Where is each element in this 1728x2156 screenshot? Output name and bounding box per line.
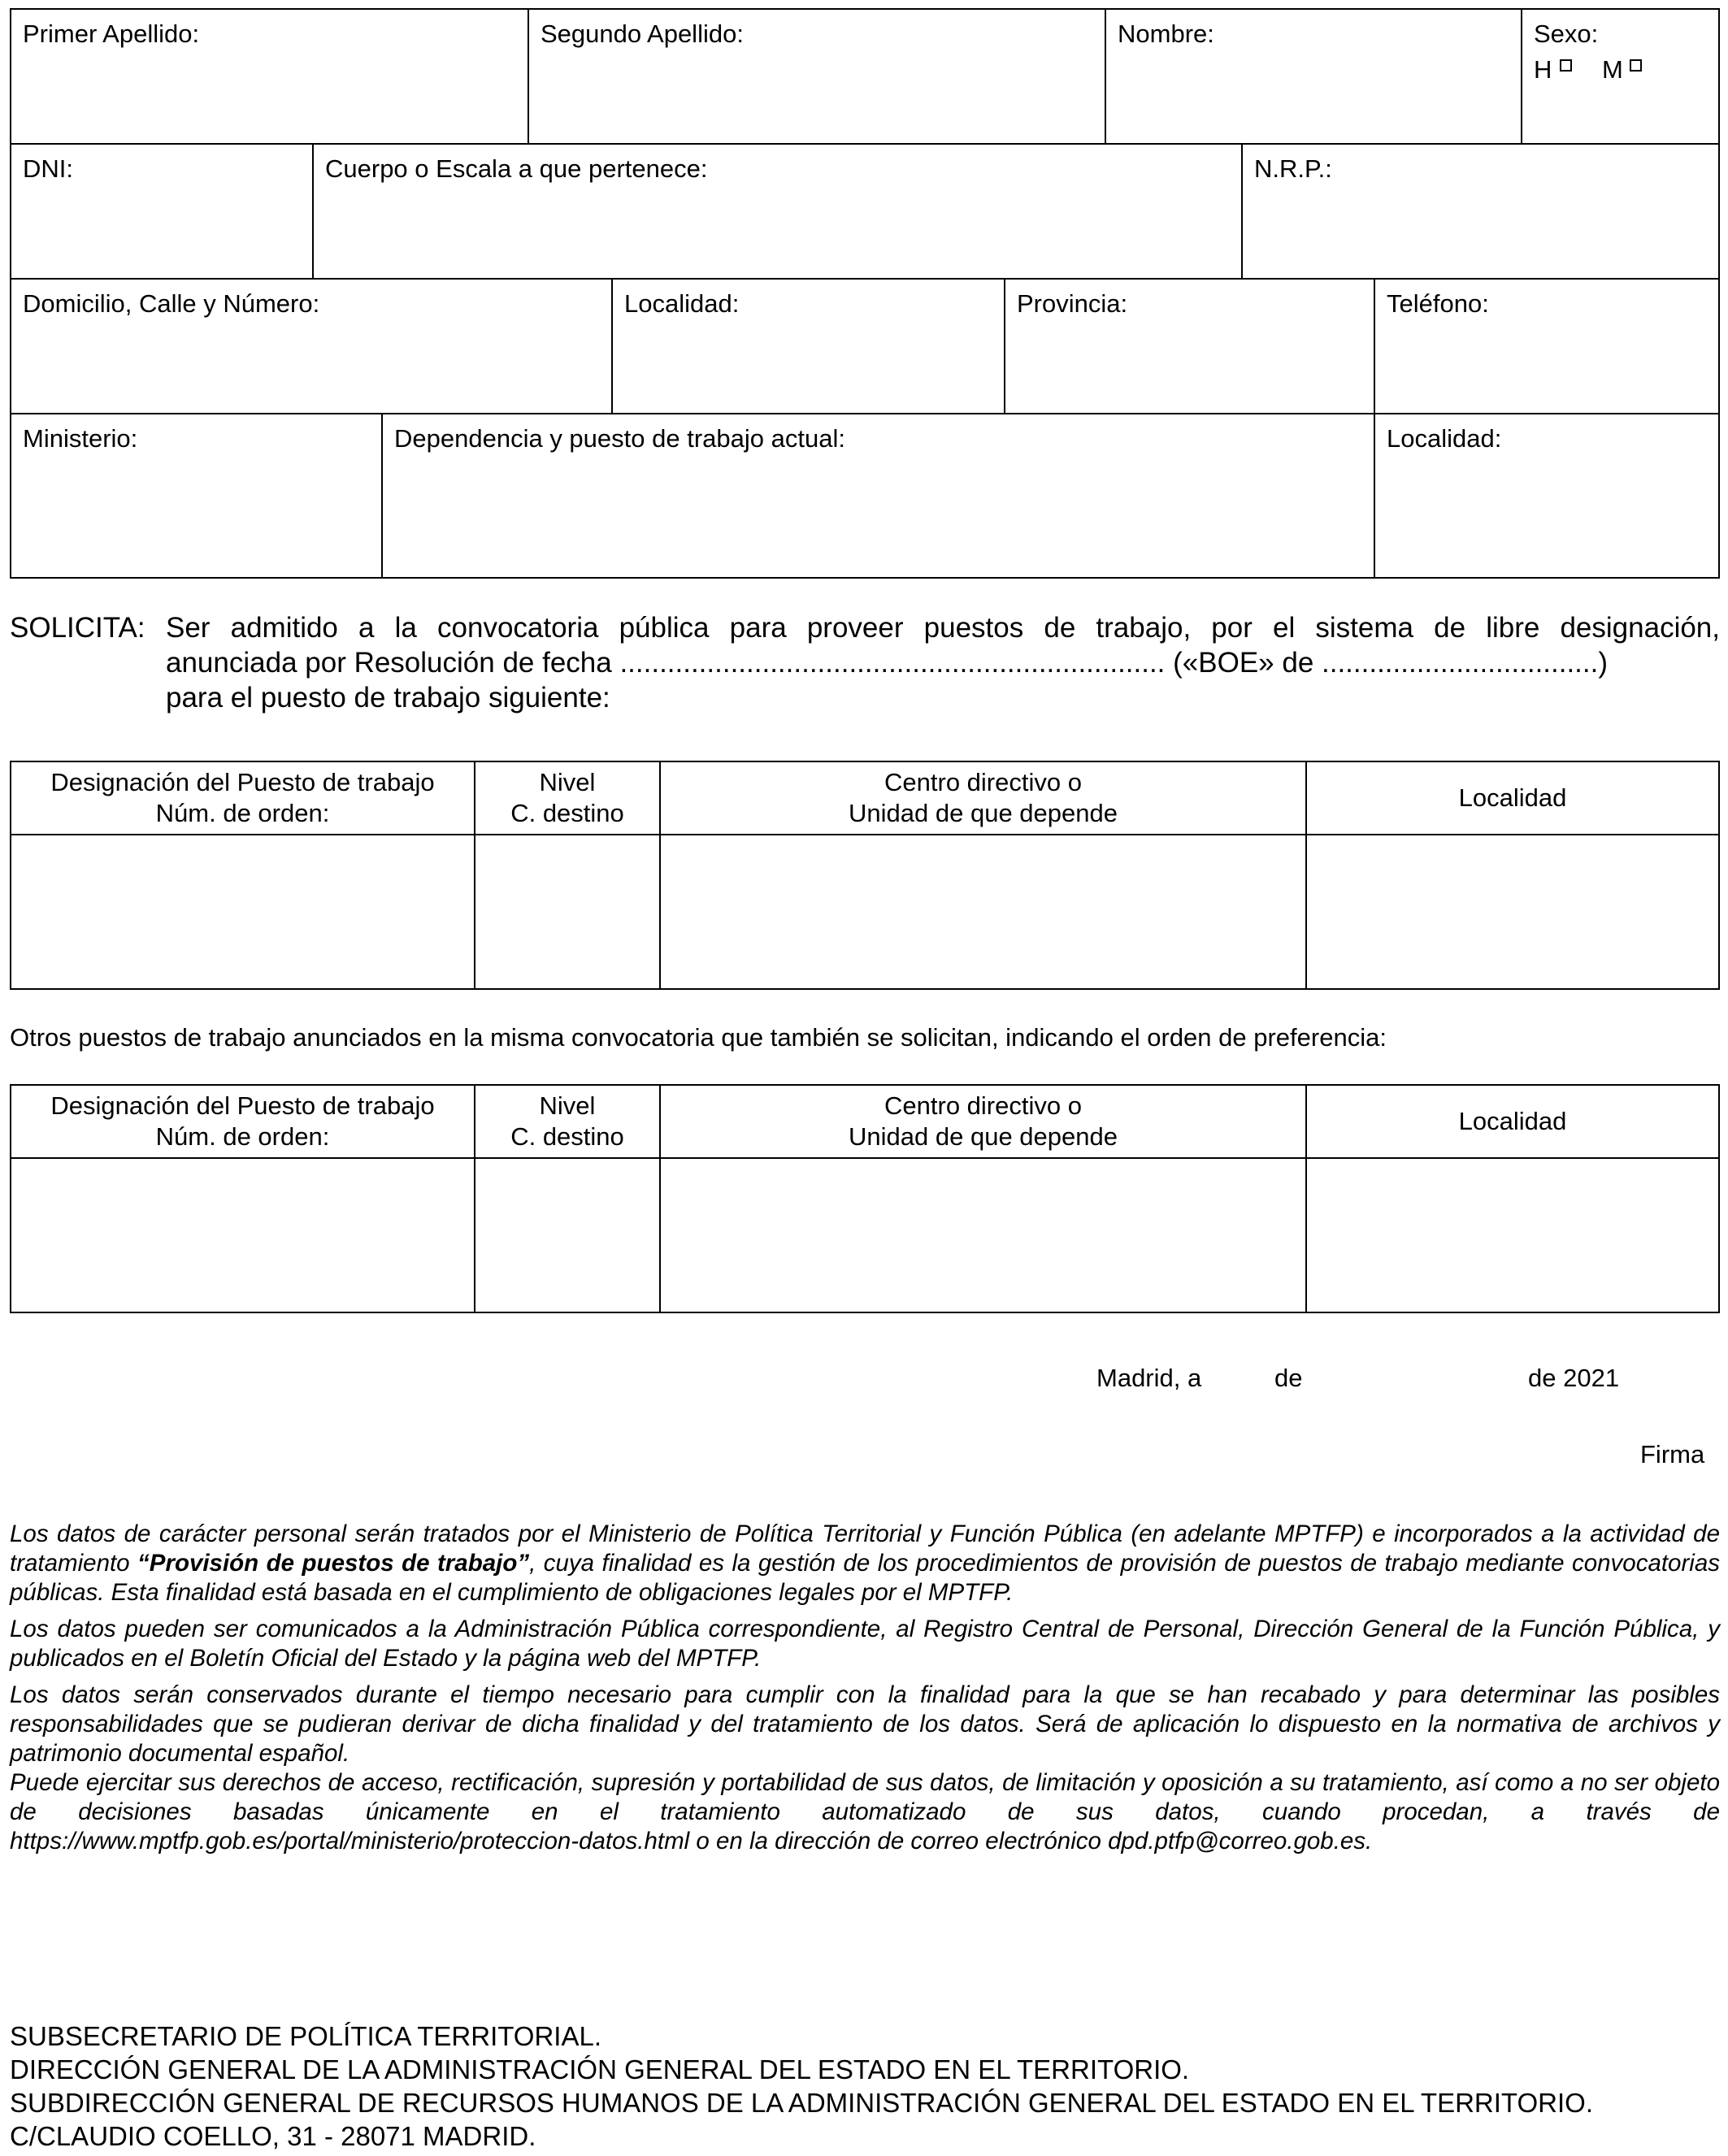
domicilio-field[interactable] [11, 280, 611, 414]
footer-line-2: DIRECCIÓN GENERAL DE LA ADMINISTRACIÓN GENERAL DEL ESTADO EN EL TERRITORIO. [10, 2054, 1190, 2084]
header-centro-line-2: Unidad de que depende [849, 1122, 1118, 1151]
centro-cell[interactable] [659, 834, 1305, 988]
dni-label: DNI: [23, 154, 73, 183]
solicita-line-3: para el puesto de trabajo siguiente: [166, 682, 610, 714]
privacy-paragraph-2: Los datos pueden ser comunicados a la Administración Pública correspondiente, al Registro Central de Personal, Dirección General de la Función Pública, y publicados en el Boletín Oficial del Estado y la página web del MPTFP. [10, 1616, 1720, 1672]
sexo-h-checkbox[interactable] [1560, 59, 1572, 72]
designacion-cell[interactable] [11, 834, 474, 988]
provincia-field[interactable] [1004, 280, 1374, 414]
header-designacion-line-1: Designación del Puesto de trabajo [50, 768, 435, 796]
privacy-p1-text-a: Los datos de carácter personal serán tratados por el Ministerio de Política Territorial y Función Pública (en adelante MPTFP) e incorporados a la actividad de tratamiento [10, 1520, 1720, 1577]
header-designacion [11, 1086, 474, 1157]
centro-cell[interactable] [659, 1157, 1305, 1312]
header-localidad [1305, 1086, 1718, 1157]
ministerio-field[interactable] [11, 414, 381, 577]
header-localidad-label: Localidad [1458, 783, 1567, 812]
otros-puestos-table-row [11, 1157, 1718, 1312]
telefono-field[interactable] [1374, 280, 1718, 414]
header-nivel [474, 762, 659, 834]
header-localidad [1305, 762, 1718, 834]
nrp-label: N.R.P.: [1254, 154, 1332, 183]
provincia-label: Provincia: [1017, 289, 1128, 318]
header-centro-line-2: Unidad de que depende [849, 799, 1118, 827]
sexo-h-label: H [1534, 54, 1552, 84]
cuerpo-label: Cuerpo o Escala a que pertenece: [325, 154, 708, 183]
puesto-table [10, 761, 1720, 990]
address-footer [10, 2019, 1593, 2153]
sexo-m-checkbox[interactable] [1630, 59, 1642, 72]
otros-puestos-table-header [11, 1086, 1718, 1159]
nombre-label: Nombre: [1118, 20, 1214, 48]
header-centro [659, 762, 1305, 834]
header-nivel [474, 1086, 659, 1157]
privacy-paragraph-1 [10, 1520, 1720, 1607]
primer-apellido-label: Primer Apellido: [23, 20, 200, 48]
form-row-address [11, 278, 1718, 414]
footer-line-1: SUBSECRETARIO DE POLÍTICA TERRITORIAL. [10, 2021, 601, 2051]
localidad-cell[interactable] [1305, 834, 1718, 988]
footer-line-4: C/CLAUDIO COELLO, 31 - 28071 MADRID. [10, 2121, 536, 2151]
segundo-apellido-field[interactable] [528, 10, 1105, 143]
header-designacion-line-2: Núm. de orden: [155, 799, 330, 827]
telefono-label: Teléfono: [1387, 289, 1489, 318]
otros-puestos-table [10, 1084, 1720, 1313]
nrp-field[interactable] [1241, 145, 1718, 280]
fecha-madrid: Madrid, a [1096, 1364, 1202, 1392]
firma-label: Firma [1640, 1440, 1705, 1468]
nivel-cell[interactable] [474, 834, 659, 988]
localidad-actual-field[interactable] [1374, 414, 1718, 577]
sexo-label: Sexo: [1534, 20, 1599, 48]
localidad-label: Localidad: [624, 289, 740, 318]
cuerpo-field[interactable] [312, 145, 1241, 280]
header-nivel-line-1: Nivel [539, 1091, 596, 1120]
fecha-de: de [1274, 1364, 1303, 1392]
sexo-field [1521, 10, 1718, 143]
header-centro-line-1: Centro directivo o [884, 1091, 1082, 1120]
solicita-line-2: anunciada por Resolución de fecha ..................................................................... («BOE» de ...................................) [166, 647, 1609, 679]
ministerio-label: Ministerio: [23, 424, 138, 453]
segundo-apellido-label: Segundo Apellido: [541, 20, 744, 48]
dependencia-field[interactable] [381, 414, 1374, 577]
fecha-year: de 2021 [1528, 1364, 1620, 1392]
sexo-m-label: M [1602, 54, 1623, 84]
primer-apellido-field[interactable] [11, 10, 528, 143]
privacy-p1-text-b: , cuya finalidad es la gestión de los procedimientos de provisión de puestos de trabajo mediante convocatorias públicas. Esta finalidad está basada en el cumplimiento de obligaciones legales por el MPTFP. [10, 1550, 1720, 1606]
header-designacion-line-1: Designación del Puesto de trabajo [50, 1091, 435, 1120]
localidad-field[interactable] [611, 280, 1004, 414]
privacy-paragraph-3: Los datos serán conservados durante el tiempo necesario para cumplir con la finalidad para la que se han recabado y para determinar las posibles responsabilidades que se pudieran derivar de dicha finalidad y del tratamiento de los datos. Será de aplicación lo dispuesto en la normativa de archivos y patrimonio documental español. [10, 1681, 1720, 1767]
header-nivel-line-2: C. destino [510, 799, 624, 827]
privacy-p1-bold: “Provisión de puestos de trabajo” [137, 1550, 530, 1577]
privacy-notice [10, 1520, 1720, 1863]
header-designacion-line-2: Núm. de orden: [155, 1122, 330, 1151]
privacy-paragraph-4: Puede ejercitar sus derechos de acceso, rectificación, supresión y portabilidad de sus datos, de limitación y oposición a su tratamiento, así como a no ser objeto de decisiones basadas únicamente en el tratamiento automatizado de sus datos, cuando procedan, a través de https://www.mptfp.gob.es/portal/ministerio/proteccion-datos.html o en la dirección de correo electrónico dpd.ptfp@correo.gob.es. [10, 1769, 1720, 1855]
nivel-cell[interactable] [474, 1157, 659, 1312]
dni-field[interactable] [11, 145, 312, 280]
dependencia-label: Dependencia y puesto de trabajo actual: [394, 424, 845, 453]
otros-puestos-text: Otros puestos de trabajo anunciados en la misma convocatoria que también se solicitan, indicando el orden de preferencia: [10, 1023, 1387, 1052]
localidad-actual-label: Localidad: [1387, 424, 1502, 453]
header-centro [659, 1086, 1305, 1157]
nombre-field[interactable] [1105, 10, 1521, 143]
form-row-identification [11, 143, 1718, 280]
header-nivel-line-1: Nivel [539, 768, 596, 796]
header-centro-line-1: Centro directivo o [884, 768, 1082, 796]
puesto-table-row [11, 834, 1718, 988]
puesto-table-header [11, 762, 1718, 835]
solicita-label: SOLICITA: [10, 612, 145, 644]
footer-line-3: SUBDIRECCIÓN GENERAL DE RECURSOS HUMANOS DE LA ADMINISTRACIÓN GENERAL DEL ESTADO EN EL TERRITORIO. [10, 2088, 1593, 2118]
solicita-line-1: Ser admitido a la convocatoria pública para proveer puestos de trabajo, por el sistema de libre designación, [166, 612, 1720, 644]
designacion-cell[interactable] [11, 1157, 474, 1312]
localidad-cell[interactable] [1305, 1157, 1718, 1312]
personal-data-form [10, 8, 1720, 579]
domicilio-label: Domicilio, Calle y Número: [23, 289, 320, 318]
header-localidad-label: Localidad [1458, 1107, 1567, 1135]
header-nivel-line-2: C. destino [510, 1122, 624, 1151]
header-designacion [11, 762, 474, 834]
form-row-names [11, 10, 1718, 143]
form-row-workplace [11, 413, 1718, 577]
